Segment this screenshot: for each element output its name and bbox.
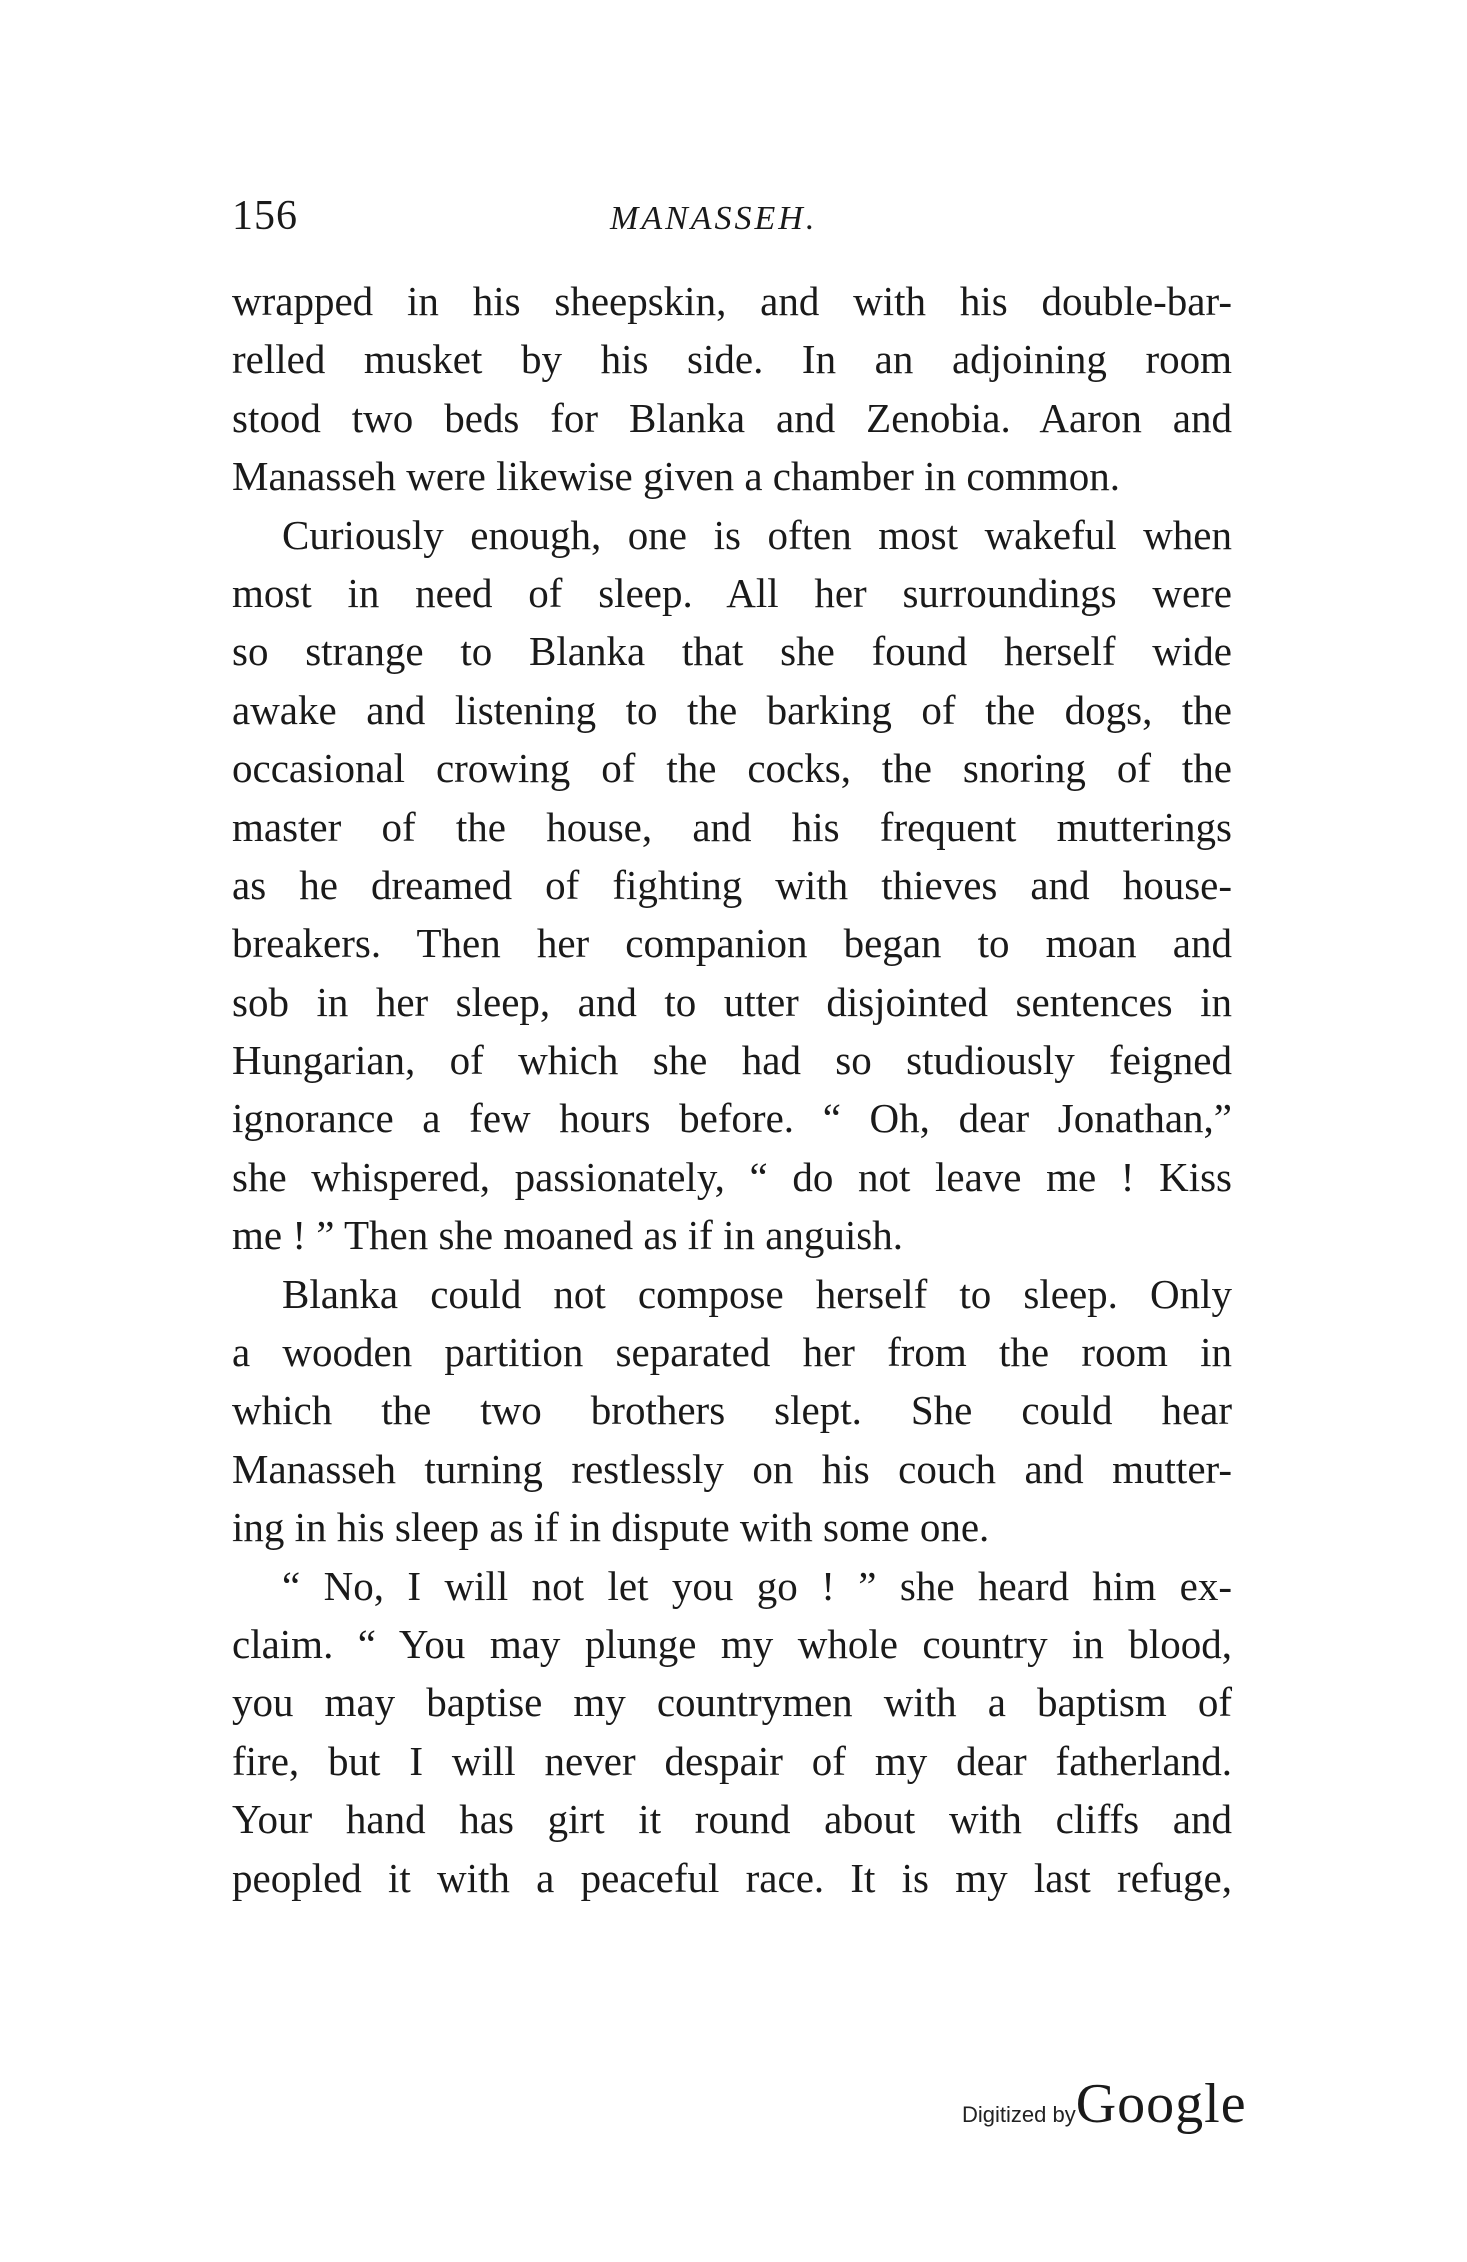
text-line: which the two brothers slept. She could hear [232, 1387, 1232, 1434]
text-line: so strange to Blanka that she found herself wide [232, 628, 1232, 675]
running-title: MANASSEH. [610, 200, 818, 237]
text-line: awake and listening to the barking of the dogs, the [232, 686, 1232, 733]
text-line: wrapped in his sheepskin, and with his double-bar- [232, 278, 1232, 324]
text-line: Hungarian, of which she had so studiously feigned [232, 1037, 1232, 1084]
text-line: Manasseh turning restlessly on his couch and mutter- [232, 1445, 1232, 1492]
text-line: ing in his sleep as if in dispute with some one. [232, 1504, 990, 1551]
google-logo-text: Google [1075, 2073, 1247, 2135]
text-line: me ! ” Then she moaned as if in anguish. [232, 1212, 904, 1259]
digitized-by-label: Digitized by [962, 2102, 1076, 2127]
text-line: you may baptise my countrymen with a baptism of [232, 1679, 1232, 1726]
text-line: stood two beds for Blanka and Zenobia. Aaron and [232, 394, 1232, 441]
text-line: Your hand has girt it round about with cliffs and [232, 1796, 1232, 1843]
text-line: occasional crowing of the cocks, the snoring of the [232, 745, 1232, 792]
text-line: “ No, I will not let you go ! ” she heard him ex- [282, 1562, 1232, 1609]
text-line: Blanka could not compose herself to sleep. Only [282, 1270, 1232, 1317]
page-number: 156 [232, 193, 298, 239]
text-line: Curiously enough, one is often most wakeful when [282, 511, 1232, 558]
text-line: Manasseh were likewise given a chamber in common. [232, 453, 1121, 500]
text-line: relled musket by his side. In an adjoining room [232, 336, 1232, 383]
text-line: fire, but I will never despair of my dear fatherland. [232, 1737, 1232, 1784]
text-line: sob in her sleep, and to utter disjointed sentences in [232, 978, 1232, 1025]
text-line: claim. “ You may plunge my whole country in blood, [232, 1620, 1232, 1667]
text-line: a wooden partition separated her from the room in [232, 1329, 1232, 1376]
text-line: breakers. Then her companion began to moan and [232, 920, 1232, 967]
text-line: most in need of sleep. All her surroundings were [232, 569, 1232, 616]
text-line: master of the house, and his frequent mutterings [232, 803, 1232, 850]
text-line: she whispered, passionately, “ do not leave me ! Kiss [232, 1153, 1232, 1200]
text-line: as he dreamed of fighting with thieves and house- [232, 861, 1232, 908]
page-header [232, 192, 1232, 252]
body-text [232, 272, 1232, 1907]
text-line: ignorance a few hours before. “ Oh, dear Jonathan,” [232, 1095, 1232, 1142]
text-line: peopled it with a peaceful race. It is my last refuge, [232, 1854, 1232, 1901]
digitized-by-google-watermark [962, 2072, 1247, 2135]
